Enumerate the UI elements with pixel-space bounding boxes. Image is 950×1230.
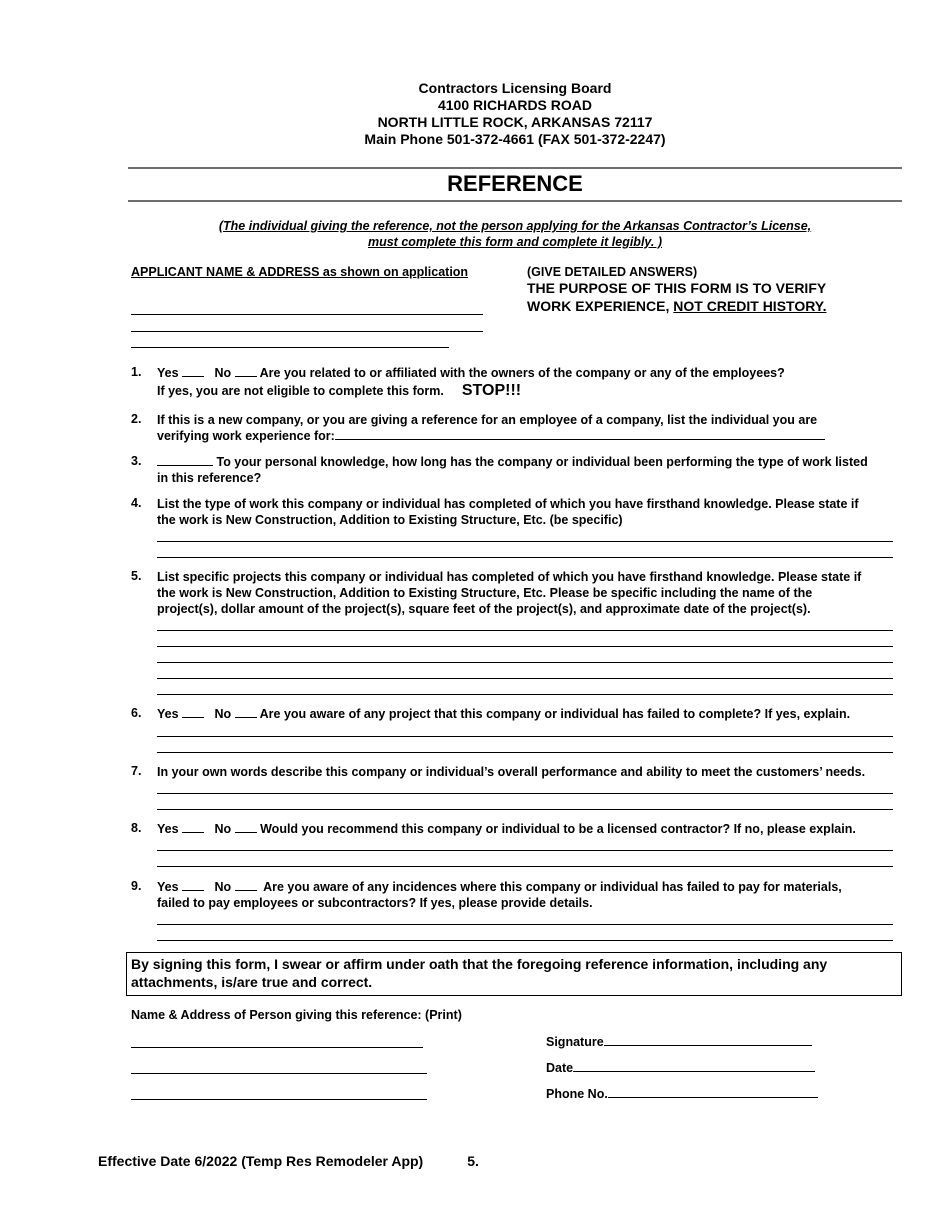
q9-yes-label: Yes (157, 880, 179, 894)
q9-line2: failed to pay employees or subcontractors? If yes, please provide details. (157, 896, 593, 910)
top-rule (128, 167, 902, 169)
reference-address-line[interactable] (131, 1099, 427, 1100)
q6-number: 6. (131, 706, 142, 720)
q2-line1: If this is a new company, or you are giving a reference for an employee of a company, list the individual you are (157, 413, 818, 427)
signature-row (546, 1034, 812, 1049)
q9-no-blank[interactable] (235, 879, 257, 891)
phone-row (546, 1086, 818, 1101)
q5-line2: the work is New Construction, Addition to Existing Structure, Etc. Please be specific including the name of the (157, 586, 813, 600)
q1-question: Are you related to or affiliated with the owners of the company or any of the employees? (259, 366, 785, 380)
q7-answer-line[interactable] (157, 809, 893, 810)
q5-answer-line[interactable] (157, 678, 893, 679)
purpose-box (527, 265, 826, 315)
q8-question: Would you recommend this company or individual to be a licensed contractor? If no, please explain. (260, 822, 856, 836)
q9-line1: Are you aware of any incidences where this company or individual has failed to pay for materials, (263, 880, 842, 894)
q8-no-blank[interactable] (235, 821, 257, 833)
q8-number: 8. (131, 821, 142, 835)
stop-label: STOP!!! (461, 382, 522, 399)
board-name: Contractors Licensing Board (418, 80, 612, 96)
q4-answer-line[interactable] (157, 557, 893, 558)
q6-question: Are you aware of any project that this company or individual has failed to complete? If yes, explain. (259, 707, 851, 721)
q7-number: 7. (131, 764, 142, 778)
q8-no-label: No (214, 822, 232, 836)
q6-yes-label: Yes (157, 707, 179, 721)
purpose-line1: THE PURPOSE OF THIS FORM IS TO VERIFY (527, 280, 827, 296)
reference-name-line[interactable] (131, 1047, 423, 1048)
board-phone: Main Phone 501-372-4661 (FAX 501-372-2247) (364, 131, 666, 147)
q1-yes-blank[interactable] (182, 365, 204, 377)
reference-person-label: Name & Address of Person giving this reference: (Print) (131, 1008, 462, 1022)
applicant-line-2[interactable] (131, 331, 483, 332)
oath-line1: By signing this form, I swear or affirm under oath that the foregoing reference information, including any (131, 956, 828, 972)
notice-line1: (The individual giving the reference, not the person applying for the Arkansas Contractor’s License, (218, 219, 812, 233)
q8-yes-blank[interactable] (182, 821, 204, 833)
oath-line2: attachments, is/are true and correct. (131, 974, 373, 990)
board-street: 4100 RICHARDS ROAD (437, 97, 593, 113)
q6-no-blank[interactable] (235, 706, 257, 718)
q1-yes-label: Yes (157, 366, 179, 380)
q9-no-label: No (214, 880, 232, 894)
q1-no-label: No (214, 366, 232, 380)
q5-answer-line[interactable] (157, 646, 893, 647)
board-city: NORTH LITTLE ROCK, ARKANSAS 72117 (377, 114, 653, 130)
q9-answer-line[interactable] (157, 940, 893, 941)
q7-question: In your own words describe this company or individual’s overall performance and ability to meet the customers’ needs. (157, 765, 866, 779)
q2-line2: verifying work experience for: (157, 429, 335, 443)
page-number: 5. (467, 1153, 479, 1169)
q7-answer-line[interactable] (157, 793, 893, 794)
effective-date: Effective Date 6/2022 (Temp Res Remodeler App) (98, 1153, 424, 1169)
q4-answer-line[interactable] (157, 541, 893, 542)
q4-number: 4. (131, 496, 142, 510)
q5-number: 5. (131, 569, 142, 583)
q9-number: 9. (131, 879, 142, 893)
oath-box (126, 952, 902, 996)
reference-address-line[interactable] (131, 1073, 427, 1074)
q5-text (157, 569, 897, 617)
q9-yes-blank[interactable] (182, 879, 204, 891)
q4-text (157, 496, 897, 528)
q3-answer-blank[interactable] (157, 454, 213, 466)
date-row (546, 1060, 815, 1075)
q6-no-label: No (214, 707, 232, 721)
notice-line2: must complete this form and complete it legibly. ) (367, 235, 663, 249)
q6-text-row (157, 706, 897, 722)
phone-blank[interactable] (608, 1086, 818, 1098)
notice (190, 218, 840, 250)
applicant-line-3[interactable] (131, 347, 449, 348)
q1-text-row (157, 365, 897, 381)
phone-label: Phone No. (546, 1087, 608, 1101)
q3-text (157, 454, 897, 486)
q5-answer-line[interactable] (157, 662, 893, 663)
purpose-line2-prefix: WORK EXPERIENCE, (527, 298, 674, 314)
q3-line2: in this reference? (157, 471, 262, 485)
q6-answer-line[interactable] (157, 736, 893, 737)
footer (98, 1153, 479, 1169)
give-detailed-answers: (GIVE DETAILED ANSWERS) (527, 265, 698, 279)
q6-answer-line[interactable] (157, 752, 893, 753)
q8-answer-line[interactable] (157, 850, 893, 851)
q9-answer-line[interactable] (157, 924, 893, 925)
purpose-line2 (527, 297, 826, 315)
q2-number: 2. (131, 412, 142, 426)
q2-text (157, 412, 897, 444)
q8-yes-label: Yes (157, 822, 179, 836)
applicant-label: APPLICANT NAME & ADDRESS as shown on application (131, 265, 469, 279)
q1-sub-row (157, 383, 897, 399)
date-blank[interactable] (573, 1060, 815, 1072)
applicant-line-1[interactable] (131, 314, 483, 315)
q1-number: 1. (131, 365, 142, 379)
q6-yes-blank[interactable] (182, 706, 204, 718)
q5-answer-line[interactable] (157, 694, 893, 695)
q8-text-row (157, 821, 897, 837)
q2-answer-blank[interactable] (335, 428, 825, 440)
q3-line1: To your personal knowledge, how long has the company or individual been performing the type of work listed (216, 455, 868, 469)
q5-answer-line[interactable] (157, 630, 893, 631)
page-title: REFERENCE (447, 171, 583, 196)
purpose-line2-underlined: NOT CREDIT HISTORY. (673, 298, 827, 314)
q1-sub: If yes, you are not eligible to complete this form. (157, 384, 444, 398)
q4-line1: List the type of work this company or individual has completed of which you have firsthand knowledge. Please state if (157, 497, 859, 511)
q3-number: 3. (131, 454, 142, 468)
q8-answer-line[interactable] (157, 866, 893, 867)
q1-no-blank[interactable] (235, 365, 257, 377)
q5-line1: List specific projects this company or individual has completed of which you have firsthand knowledge. Please state if (157, 570, 862, 584)
q5-line3: project(s), dollar amount of the project(s), square feet of the project(s), and approximate date of the project(s). (157, 602, 811, 616)
bottom-rule (128, 200, 902, 202)
signature-blank[interactable] (604, 1034, 812, 1046)
date-label: Date (546, 1061, 574, 1075)
q9-text (157, 879, 897, 911)
q4-line2: the work is New Construction, Addition to Existing Structure, Etc. (be specific) (157, 513, 623, 527)
signature-label: Signature (546, 1035, 604, 1049)
